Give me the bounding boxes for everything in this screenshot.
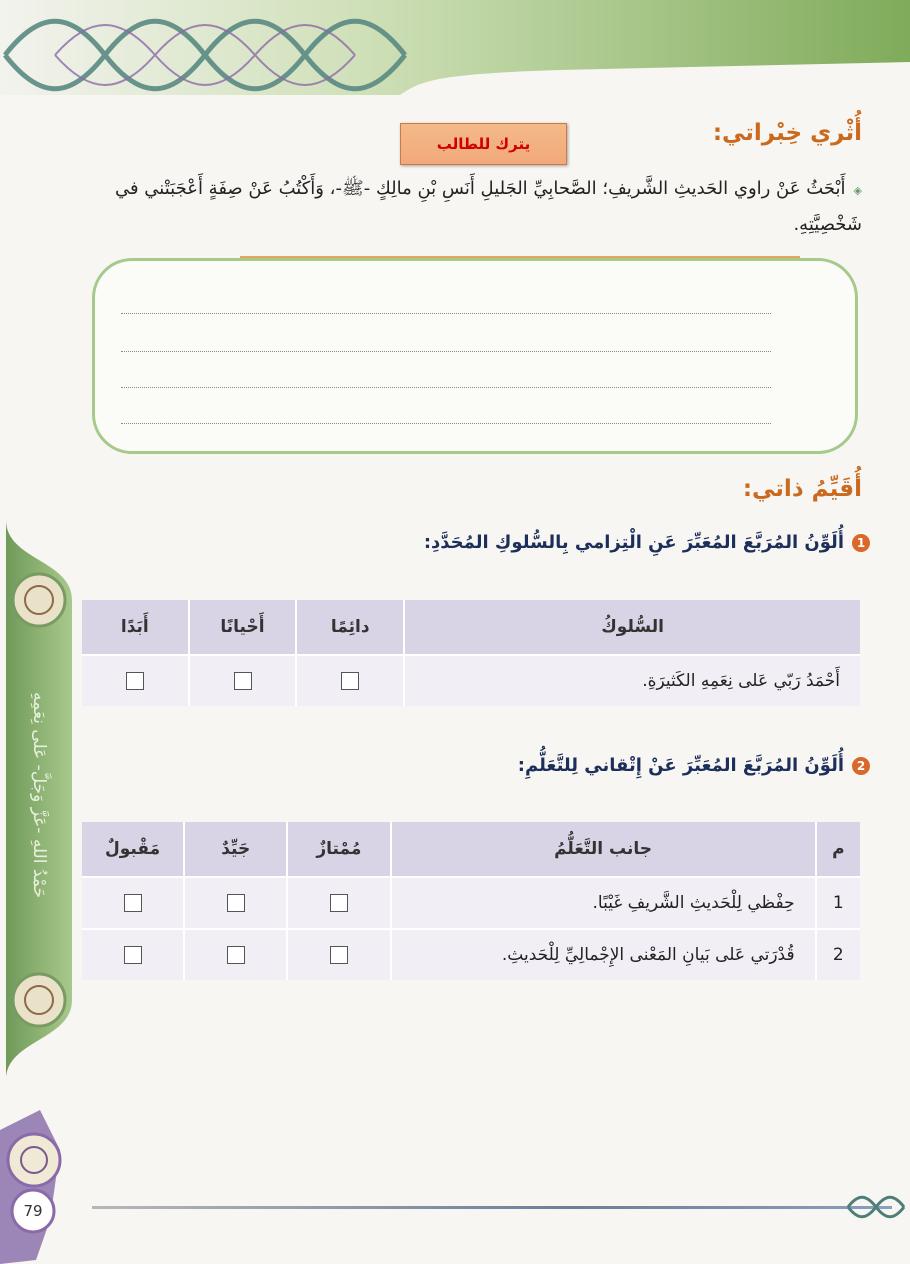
behavior-table <box>82 600 860 706</box>
question-1-text: أُلَوِّنُ المُرَبَّعَ المُعَبِّرَ عَنِ الْتِزامي بِالسُّلوكِ المُحَدَّدِ: <box>423 532 844 553</box>
learning-text: حِفْظي لِلْحَديثِ الشَّريفِ غَيْبًا. <box>390 876 815 928</box>
question-1 <box>424 532 870 553</box>
behavior-text: أَحْمَدُ رَبّي عَلى نِعَمِهِ الكَثيرَةِ. <box>403 654 860 706</box>
col-behavior: السُّلوكُ <box>403 600 860 654</box>
section-heading-self-assess: أُقَيِّمُ ذاتي: <box>742 476 862 502</box>
col-learning-aspect: جانب التَّعَلُّمُ <box>390 822 815 876</box>
table-row <box>82 654 860 706</box>
col-acceptable: مَقْبولٌ <box>82 822 183 876</box>
learning-text: قُدْرَتي عَلى بَيانِ المَعْنى الإِجْمالِيِّ لِلْحَديثِ. <box>390 928 815 980</box>
top-banner-ornament <box>0 0 910 100</box>
page-number: 79 <box>23 1202 43 1220</box>
section-heading-enrich: أُثْري خِبْراتي: <box>712 120 862 146</box>
answer-line-2[interactable] <box>121 351 771 352</box>
col-always: دائِمًا <box>295 600 403 654</box>
acceptable-checkbox[interactable] <box>124 894 142 912</box>
teacher-note-label: يترك للطالب <box>400 123 567 165</box>
sometimes-checkbox[interactable] <box>234 672 252 690</box>
col-sometimes: أَحْيانًا <box>188 600 296 654</box>
answer-line-3[interactable] <box>121 387 771 388</box>
excellent-checkbox[interactable] <box>330 946 348 964</box>
research-instruction <box>82 172 862 242</box>
col-index: م <box>815 822 860 876</box>
side-strip-text: حَمْدُ اللهِ -عَزَّ وَجَلَّ- عَلى نِعَمِهِ <box>29 691 49 899</box>
table-row <box>82 876 860 928</box>
excellent-checkbox[interactable] <box>330 894 348 912</box>
row-number: 2 <box>815 928 860 980</box>
never-checkbox[interactable] <box>126 672 144 690</box>
col-good: جَيِّدٌ <box>183 822 286 876</box>
question-number-badge: 1 <box>852 534 870 552</box>
diamond-bullet-icon: ◈ <box>853 184 862 197</box>
page-number-badge <box>0 1110 78 1264</box>
table-header-row <box>82 822 860 876</box>
footer-knot-ornament <box>846 1192 910 1222</box>
always-checkbox[interactable] <box>341 672 359 690</box>
answer-writing-box[interactable] <box>92 258 858 454</box>
question-2 <box>518 755 870 776</box>
answer-line-1[interactable] <box>121 313 771 314</box>
footer-divider <box>92 1206 892 1209</box>
question-number-badge: 2 <box>852 757 870 775</box>
question-2-text: أُلَوِّنُ المُرَبَّعَ المُعَبِّرَ عَنْ إِتْقاني لِلتَّعَلُّمِ: <box>517 755 844 776</box>
answer-line-4[interactable] <box>121 423 771 424</box>
table-row <box>82 928 860 980</box>
row-number: 1 <box>815 876 860 928</box>
col-excellent: مُمْتازٌ <box>286 822 389 876</box>
table-header-row <box>82 600 860 654</box>
learning-table <box>82 822 860 980</box>
good-checkbox[interactable] <box>227 894 245 912</box>
instruction-text: أَبْحَثُ عَنْ راوي الحَديثِ الشَّريفِ؛ الصَّحابِيِّ الجَليلِ أَنَسِ بْنِ مالِكٍ -ﷺ-، وَأَكْتُبُ عَنْ صِفَةٍ أَعْجَبَتْني في شَخْصِيَّتِهِ. <box>114 178 862 235</box>
col-never: أَبَدًا <box>82 600 188 654</box>
acceptable-checkbox[interactable] <box>124 946 142 964</box>
good-checkbox[interactable] <box>227 946 245 964</box>
